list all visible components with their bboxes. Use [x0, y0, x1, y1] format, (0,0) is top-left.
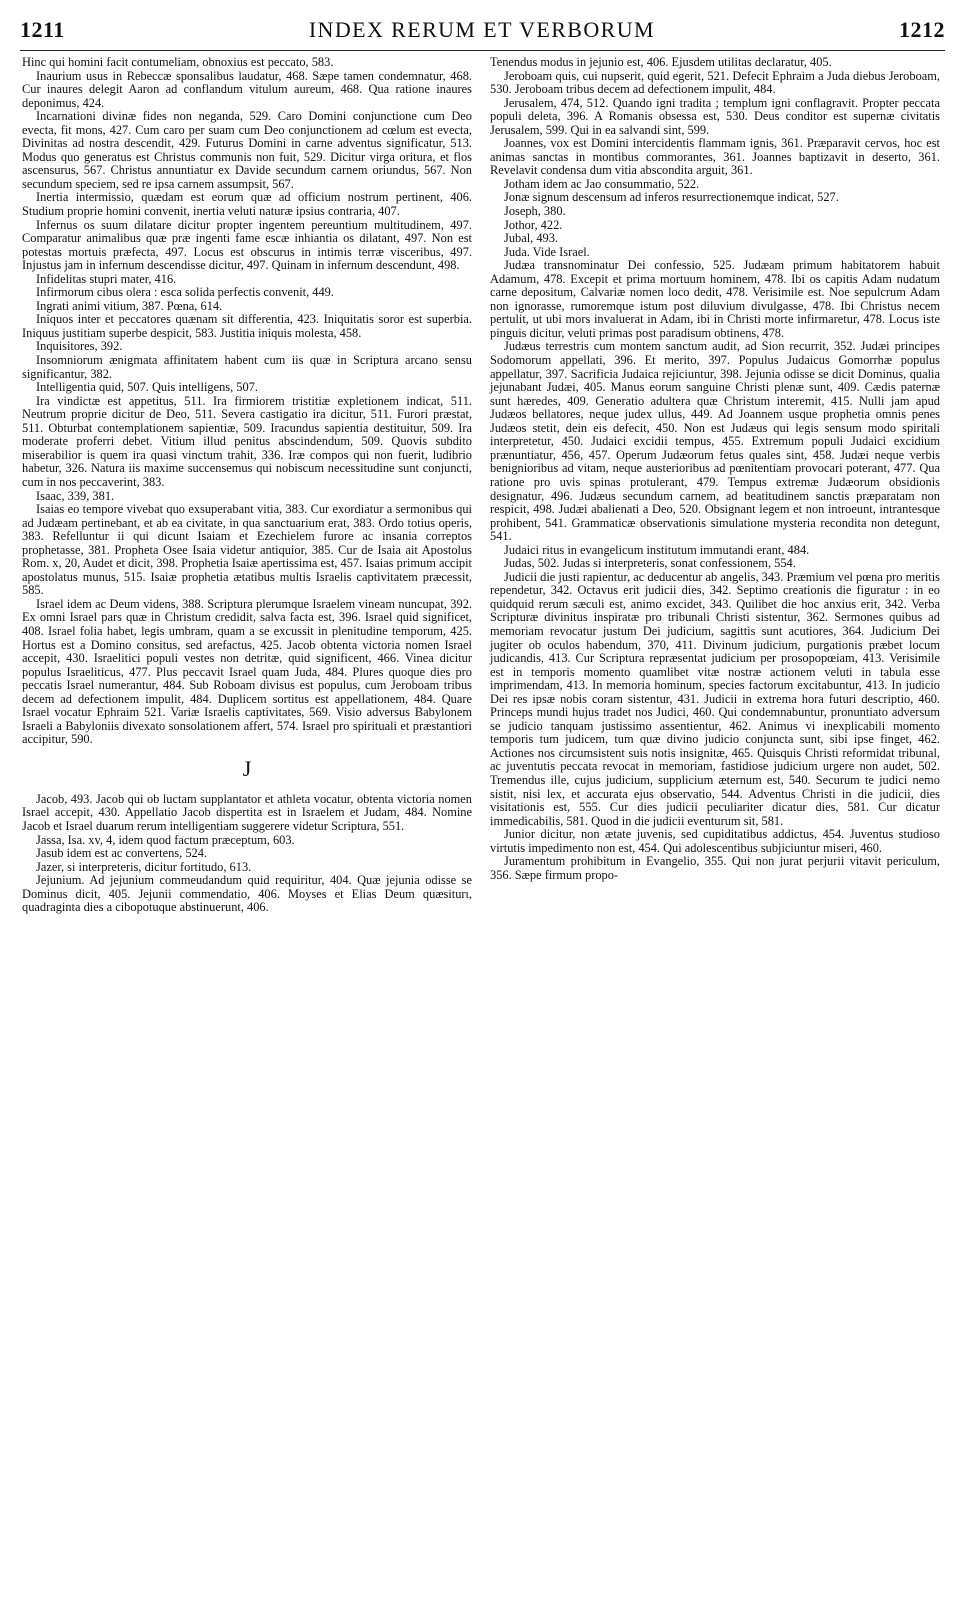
header-rule	[20, 50, 945, 51]
index-entry: Hinc qui homini facit contumeliam, obnoxius est peccato, 583.	[22, 55, 334, 69]
index-entry: Judaici ritus in evangelicum institutum immutandi erant, 484.	[504, 542, 810, 557]
left-page-number: 1211	[20, 17, 65, 42]
index-entry: Iniquos inter et peccatores quænam sit differentia, 423. Iniquitatis soror est superbia. Iniquus justitiam superbe despicit, 583. Justitia iniquis molesta, 458.	[22, 312, 472, 340]
index-entry: Israel idem ac Deum videns, 388. Scriptura plerumque Israelem vineam nuncupat, 392. Ex omni Israel pars quæ in Christum credidit, salva facta est, 396. Israel quid significet, 408. Israel folia habet, legis umbram, quam a se excussit in plenitudine temporum, 425. Hortus est a Domino consitus, sed arefactus, 425. Jacob obtenta victoria nomen Israel accepit, 430. Israelitici populi vestes non detritæ, quid significent, 466. Vinea dicitur populus Israeliticus, 477. Plus peccavit Israel quam Juda, 484. Plures quoque dies pro peccatis Israel numerantur, 484. Sub Roboam divisus est populus, cum Jeroboam tribus decem ad defectionem impulit, 484. Duplicem sortitus est appellationem, 484. Quare Israel vocatur Ephraim 521. Variæ Israelis captivitates, 569. Visio adversus Babylonem Israeli a Babyloniis divexato sonsolationem affert, 574. Israel pro spirituali et præstantiori accipitur, 590.	[22, 596, 472, 747]
index-entry: Judas, 502. Judas si interpreteris, sonat confessionem, 554.	[504, 556, 796, 571]
section-letter: J	[242, 755, 252, 781]
index-entry: Isaias eo tempore vivebat quo exsuperabant vitia, 383. Cur exordiatur a sermonibus qui ad Judæam pertinebant, et ab ea civitate, in qua sanctuarium erat, 383. Ordo totius operis, 383. Refelluntur ii qui dicunt Isaiam et Ezechielem furore ac insania correptos prophetasse, 381. Propheta Osee Isaia videtur antiquior, 385. Cur de Isaia ait Apostolus Rom. x, 20, Audet et dicit, 398. Prophetia Isaiæ apertissima est, 457. Isaias primum accipit apostolatus munus, 515. Isaiæ prophetia ætatibus multis Israelis captivitatem præcessit, 585.	[22, 502, 472, 598]
index-entry: Jazer, si interpreteris, dicitur fortitudo, 613.	[36, 859, 252, 874]
index-entry: Infernus os suum dilatare dicitur propter ingentem pereuntium multitudinem, 497. Comparatur animalibus quæ præ ingenti fame escæ inhiantia os dilatant, 497. Non est potestas mortuis præfecta, 497. Locus est obscurus in intimis terræ visceribus, 497. Injustus jam in infernum descendisse dicitur, 497. Quinam in infernum descendunt, 498.	[22, 217, 472, 273]
right-page-number: 1212	[899, 17, 945, 42]
index-entry: Jeroboam quis, cui nupserit, quid egerit, 521. Defecit Ephraim a Juda diebus Jeroboam, 530. Jeroboam tribus decem ad defectionem impulit, 484.	[490, 68, 940, 97]
index-entry: Joseph, 380.	[504, 204, 566, 219]
index-entry: Inaurium usus in Rebeccæ sponsalibus laudatur, 468. Sæpe tamen condemnatur, 468. Cur inaures delegit Aaron ad conflandum vitulum aureum, 468. Qua ratione inaures deponimus, 424.	[22, 68, 472, 110]
index-entry: Jasub idem est ac convertens, 524.	[36, 846, 208, 861]
index-entry: Jonæ signum descensum ad inferos resurrectionemque indicat, 527.	[504, 190, 839, 205]
page-title: INDEX RERUM ET VERBORUM	[308, 17, 655, 42]
index-entry: Incarnationi divinæ fides non neganda, 529. Caro Domini conjunctione cum Deo evecta, fit mons, 427. Cum caro per suam cum Deo conjunctionem ad cœlum est evecta, Divinitas ad nostra descendit, 429. Futurus Domini in carne adventus significatur, 513. Modus quo generatus est Christus communis non fuit, 529. Dicitur virga oritura, et flos ascensurus, 567. Christus annuntiatur ex Davide secundum carnem oriundus, 567. Non secundum speciem, sed re ipsa carnem assumpsit, 567.	[22, 109, 472, 191]
index-entry: Juramentum prohibitum in Evangelio, 355. Qui non jurat perjurii vitavit periculum, 356. Sæpe firmum propo-	[490, 854, 940, 882]
right-column	[490, 56, 940, 882]
running-header	[20, 12, 945, 48]
index-entry: Joannes, vox est Domini intercidentis flammam ignis, 361. Præparavit cervos, hoc est animas sanctas in montibus commorantes, 361. Joannes baptizavit in deserto, 361. Revelavit condensa dum vitia abscondita arguit, 361.	[490, 136, 940, 178]
index-entry: Judæa transnominatur Dei confessio, 525. Judæam primum habitatorem habuit Adamum, 478. Excepit et prima mortuum hominem, 478. Ibi os capitis Adam nudatum carne depositum, Calvariæ nomen loco dedit, 478. Verisimile est. Noe sepulcrum Adam non ignorasse, rumoremque istum post diluvium divulgasse, 478. Ibi Christus necem pertulit, ut ubi mors invaluerat in Adam, ibi in Christi morte infirmaretur, 478. Locus iste pinguis dicitur, veluti primas post paradisum obtinens, 478.	[490, 258, 940, 340]
index-entry: Jotham idem ac Jao consummatio, 522.	[504, 176, 700, 191]
index-entry: Jacob, 493. Jacob qui ob luctam supplantator et athleta vocatur, obtenta victoria nomen Israel accepit, 430. Appellatio Jacob dispertita est in Israelem et Judam, 484. Nomine Jacob et Israel duarum rerum intelligentiam suggerere videtur Scriptura, 551.	[22, 791, 472, 833]
index-entry: Intelligentia quid, 507. Quis intelligens, 507.	[36, 380, 258, 395]
index-entry: Infidelitas stupri mater, 416.	[36, 271, 177, 286]
index-entry: Junior dicitur, non ætate juvenis, sed cupiditatibus addictus, 454. Juventus studioso virtutis impedimento non est, 454. Qui adolescentibus subjiciuntur miseri, 460.	[490, 827, 940, 855]
index-entry: Insomniorum ænigmata affinitatem habent cum iis quæ in Scriptura arcano sensu significantur, 382.	[22, 353, 472, 381]
index-entry: Jassa, Isa. xv, 4, idem quod factum præceptum, 603.	[36, 832, 295, 847]
left-column	[22, 56, 472, 915]
index-entry: Judicii die justi rapientur, ac deducentur ab angelis, 343. Præmium vel pœna pro meritis rependetur, 342. Octavus erit judicii dies, 342. Septimo creationis die figuratur : in eo quidquid rerum sæculi est, animo excidet, 343. Quilibet die hoc anxius erit, 342. Verba Scripturæ divinitus inspiratæ pro tribunali Christi sistentur, 362. Sermones quibus ad memoriam revocatur justum Dei judicium, sagittis sunt acutiores, 364. Judicium Dei jugiter ob oculos habendum, 370, 411. Divinum judicium, purgationis præbet locum judicandis, 413. Cur Scriptura repræsentat judicium per prosopopœiam, 413. Verisimile est in temporis momento quamlibet vitæ nostræ actionem veluti in tabula esse imprimendam, 413. In memoria hominum, species factorum excitabuntur, 413. In judicio Dei res ipsæ nobis coram sistentur, 431. Judicii in extrema hora futuri descriptio, 460. Princeps mundi hujus tradet nos Judici, 460. Qui condemnabuntur, pronuntiato adversum se judicio tanquam justissimo assentientur, 462. Animus vi inexplicabili momento temporis tum judicem, tum quæ divino judicio conjuncta sunt, sibi ipse finget, 462. Actiones nos circumsistent suis notis insignitæ, 465. Quisquis Christi reformidat tribunal, ac juventutis peccata revocat in memoriam, fastidiose judicium urgere non audet, 502. Tremendus ille, cujus judicium, supplicium æternum est, 540. Securum te judici nemo sistit, nisi lex, et accurata ejus observatio, 544. Adventus Christi in die judicii, dies visitationis est, 555. Cur dies judicii peculiariter dicatur dies, 581. Cur dicatur immedicabilis, 581. Quod in die judicii eventurum sit, 581.	[490, 569, 940, 828]
index-entry: Jerusalem, 474, 512. Quando igni tradita ; templum igni conflagravit. Propter peccata populi deleta, 396. A Romanis obsessa est, 530. Deus conditor est supernæ civitatis Jerusalem, 599. Qui in ea salvandi sint, 599.	[490, 95, 940, 137]
index-entry: Inertia intermissio, quædam est eorum quæ ad officium nostrum pertinent, 406. Studium proprie homini convenit, inertia veluti naturæ ipsius contraria, 407.	[22, 190, 472, 219]
index-entry: Judæus terrestris cum montem sanctum audit, ad Sion recurrit, 352. Judæi principes Sodomorum appellati, 396. Et merito, 397. Populus Judaicus Gomorrhæ populus appellatur, 397. Sacrificia Judaica rejiciuntur, 398. Jejunia odisse se dicit Dominus, qualia jejunabant Judæi, 405. Manus eorum sanguine Christi plenæ sunt, 409. Cædis paternæ sunt hæredes, 409. Generatio adultera quæ Christum interemit, 415. Nulli jam apud Judæos bellatores, neque judex ullus, 449. Ad Joannem usque prophetia omnis penes Judæos stetit, dein eis defecit, 450. Non est Judæus qui legis sensum modo spiritali interpretetur, 450. Judaici excidii tempus, 455. Extremum populi Judaici excidium prænuntiatur, 456, 457. Operum Judæorum fetus quales sint, 458. Judæi neque verbis benignioribus ad vitam, neque austerioribus ad pœnitentiam provocari poterant, 477. Qua ratione pro uvis spinas protulerant, 479. Tempus extremæ Judæorum obsidionis designatur, 496. Judæus secundum carnem, ad beatitudinem sanctis præparatam non respicit, 498. Judæi abalienati a Deo, 520. Obsignant legem et non introeunt, intrantesque prohibent, 541. Grammaticæ observationis simulatione mysteria recondita non detegunt, 541.	[490, 339, 940, 544]
index-entry: Jothor, 422.	[504, 217, 563, 232]
index-entry: Jubal, 493.	[504, 231, 559, 246]
index-entry: Ira vindictæ est appetitus, 511. Ira firmiorem tristitiæ expletionem indicat, 511. Neutrum proprie dicitur de Deo, 511. Severa castigatio ira dicitur, 511. Furori præstat, 511. Obturbat contemplationem sapientiæ, 509. Iracundus sapientia destituitur, 509. Ira moderate proferri debet. Vitium illud penitus abscindendum, 509. Quovis subdito miserabilior is quem ira quasi vinctum trahit, 336. Iræ compos qui non fuerit, ludibrio habetur, 326. Natura iis maxime succensemus qui nobiscum necessitudine sunt conjuncti, cum in nos peccaverint, 383.	[22, 393, 472, 489]
index-entry: Tenendus modus in jejunio est, 406. Ejusdem utilitas declaratur, 405.	[490, 55, 832, 69]
index-entry: Infirmorum cibus olera : esca solida perfectis convenit, 449.	[36, 285, 334, 300]
index-entry: Isaac, 339, 381.	[36, 488, 115, 503]
index-entry: Ingrati animi vitium, 387. Pœna, 614.	[36, 298, 223, 313]
index-entry: Jejunium. Ad jejunium commeudandum quid requiritur, 404. Quæ jejunia odisse se Dominus dicit, 405. Jejunii commendatio, 406. Moyses et Elias Deum quæsiturι, quadraginta dies a cibopotuque abstinuerunt, 406.	[22, 873, 472, 915]
index-entry: Juda. Vide Israel.	[504, 244, 590, 259]
index-entry: Inquisitores, 392.	[36, 339, 123, 354]
